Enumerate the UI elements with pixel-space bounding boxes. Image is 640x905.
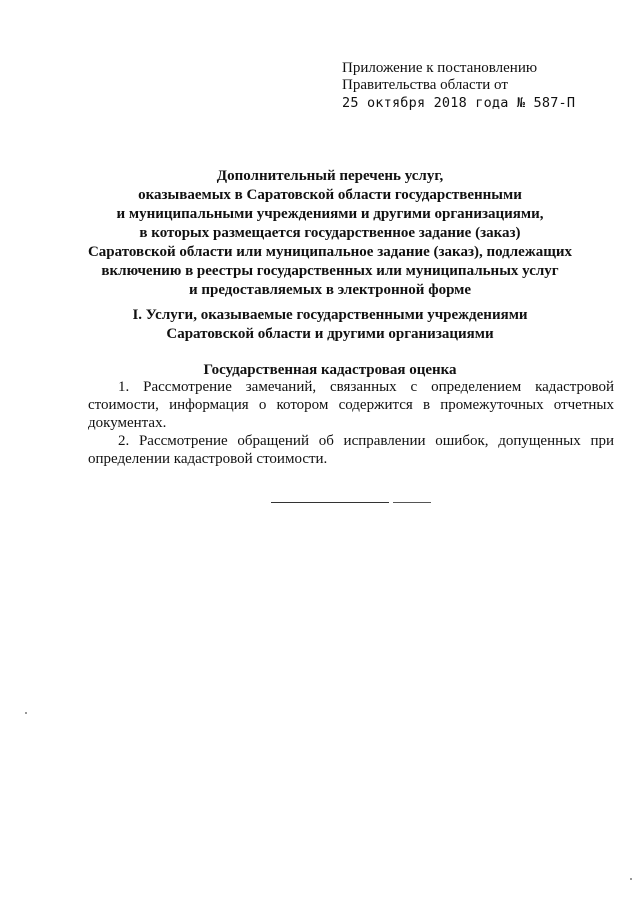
section-heading xyxy=(40,306,620,344)
list-item xyxy=(88,378,614,432)
subsection-heading: Государственная кадастровая оценка xyxy=(203,362,457,378)
scan-speck xyxy=(630,878,632,880)
section-heading-line: I. Услуги, оказываемые государственными учреждениями xyxy=(132,307,528,323)
document-title xyxy=(40,167,620,300)
appendix-line-1: Приложение к постановлению xyxy=(342,60,538,76)
list-item xyxy=(88,432,614,468)
appendix-line-2: Правительства области от xyxy=(342,77,508,93)
title-line: и предоставляемых в электронной форме xyxy=(188,282,472,298)
list-item-number: 2. xyxy=(118,433,130,449)
list-item-text: Рассмотрение обращений об исправлении ошибок, допущенных при определении кадастровой стоимости. xyxy=(88,433,614,467)
section-heading-line: Саратовской области и другими организациями xyxy=(166,326,494,342)
title-line: включению в реестры государственных или муниципальных услуг xyxy=(101,263,559,279)
title-line: оказываемых в Саратовской области государственными xyxy=(138,187,522,203)
closing-rule-tail xyxy=(393,502,431,503)
closing-rule xyxy=(271,502,389,503)
appendix-date-line: 25 октября 2018 года № 587-П xyxy=(342,95,576,111)
title-line: Дополнительный перечень услуг, xyxy=(216,168,444,184)
list-item-text: Рассмотрение замечаний, связанных с определением кадастровой стоимости, информация о котором содержится в промежуточных отчетных документах. xyxy=(88,379,615,431)
appendix-header xyxy=(342,60,575,112)
title-line: и муниципальными учреждениями и другими организациями, xyxy=(116,206,544,222)
title-line: в которых размещается государственное задание (заказ) xyxy=(139,225,521,241)
title-line: Саратовской области или муниципальное задание (заказ), подлежащих xyxy=(87,244,573,260)
service-list xyxy=(88,378,614,468)
list-item-number: 1. xyxy=(118,379,130,395)
scan-speck xyxy=(25,712,27,714)
